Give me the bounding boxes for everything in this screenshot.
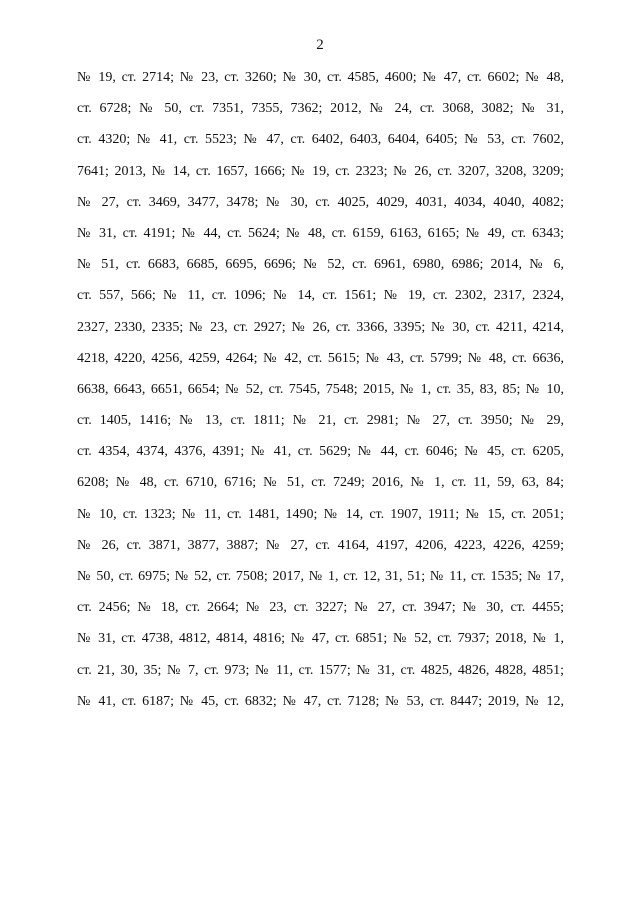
text-line: № 27, ст. 3469, 3477, 3478; № 30, ст. 4025, 4029, 4031, 4034, 4040, 4082; xyxy=(77,194,564,210)
page-number: 2 xyxy=(316,37,324,53)
text-line: № 50, ст. 6975; № 52, ст. 7508; 2017, № 1, ст. 12, 31, 51; № 11, ст. 1535; № 17, xyxy=(77,569,564,584)
text-line: № 10, ст. 1323; № 11, ст. 1481, 1490; № 14, ст. 1907, 1911; № 15, ст. 2051; xyxy=(77,506,564,522)
text-line: № 41, ст. 6187; № 45, ст. 6832; № 47, ст. 7128; № 53, ст. 8447; 2019, № 12, xyxy=(77,693,564,709)
text-line: 2327, 2330, 2335; № 23, ст. 2927; № 26, ст. 3366, 3395; № 30, ст. 4211, 4214, xyxy=(77,319,564,335)
text-line: ст. 2456; № 18, ст. 2664; № 23, ст. 3227; № 27, ст. 3947; № 30, ст. 4455; xyxy=(77,600,564,616)
text-line: ст. 557, 566; № 11, ст. 1096; № 14, ст. 1561; № 19, ст. 2302, 2317, 2324, xyxy=(77,288,564,304)
text-line: ст. 1405, 1416; № 13, ст. 1811; № 21, ст. 2981; № 27, ст. 3950; № 29, xyxy=(77,413,564,429)
text-line: 4218, 4220, 4256, 4259, 4264; № 42, ст. 5615; № 43, ст. 5799; № 48, ст. 6636, xyxy=(77,350,564,366)
text-line: № 51, ст. 6683, 6685, 6695, 6696; № 52, ст. 6961, 6980, 6986; 2014, № 6, xyxy=(77,257,564,273)
text-line: 7641; 2013, № 14, ст. 1657, 1666; № 19, ст. 2323; № 26, ст. 3207, 3208, 3209; xyxy=(77,163,564,179)
text-line: ст. 4354, 4374, 4376, 4391; № 41, ст. 5629; № 44, ст. 6046; № 45, ст. 6205, xyxy=(77,444,564,460)
text-line: 6208; № 48, ст. 6710, 6716; № 51, ст. 7249; 2016, № 1, ст. 11, 59, 63, 84; xyxy=(77,475,564,491)
text-line: ст. 4320; № 41, ст. 5523; № 47, ст. 6402, 6403, 6404, 6405; № 53, ст. 7602, xyxy=(77,132,564,148)
text-line: ст. 6728; № 50, ст. 7351, 7355, 7362; 2012, № 24, ст. 3068, 3082; № 31, xyxy=(77,101,564,117)
text-line: № 31, ст. 4191; № 44, ст. 5624; № 48, ст. 6159, 6163, 6165; № 49, ст. 6343; xyxy=(77,225,564,241)
text-line: № 26, ст. 3871, 3877, 3887; № 27, ст. 4164, 4197, 4206, 4223, 4226, 4259; xyxy=(77,537,564,553)
text-line: 6638, 6643, 6651, 6654; № 52, ст. 7545, 7548; 2015, № 1, ст. 35, 83, 85; № 10, xyxy=(77,381,564,397)
body-text xyxy=(77,68,564,723)
text-line: № 31, ст. 4738, 4812, 4814, 4816; № 47, ст. 6851; № 52, ст. 7937; 2018, № 1, xyxy=(77,631,564,647)
text-line: № 19, ст. 2714; № 23, ст. 3260; № 30, ст. 4585, 4600; № 47, ст. 6602; № 48, xyxy=(77,70,564,85)
text-line: ст. 21, 30, 35; № 7, ст. 973; № 11, ст. 1577; № 31, ст. 4825, 4826, 4828, 4851; xyxy=(77,662,564,678)
